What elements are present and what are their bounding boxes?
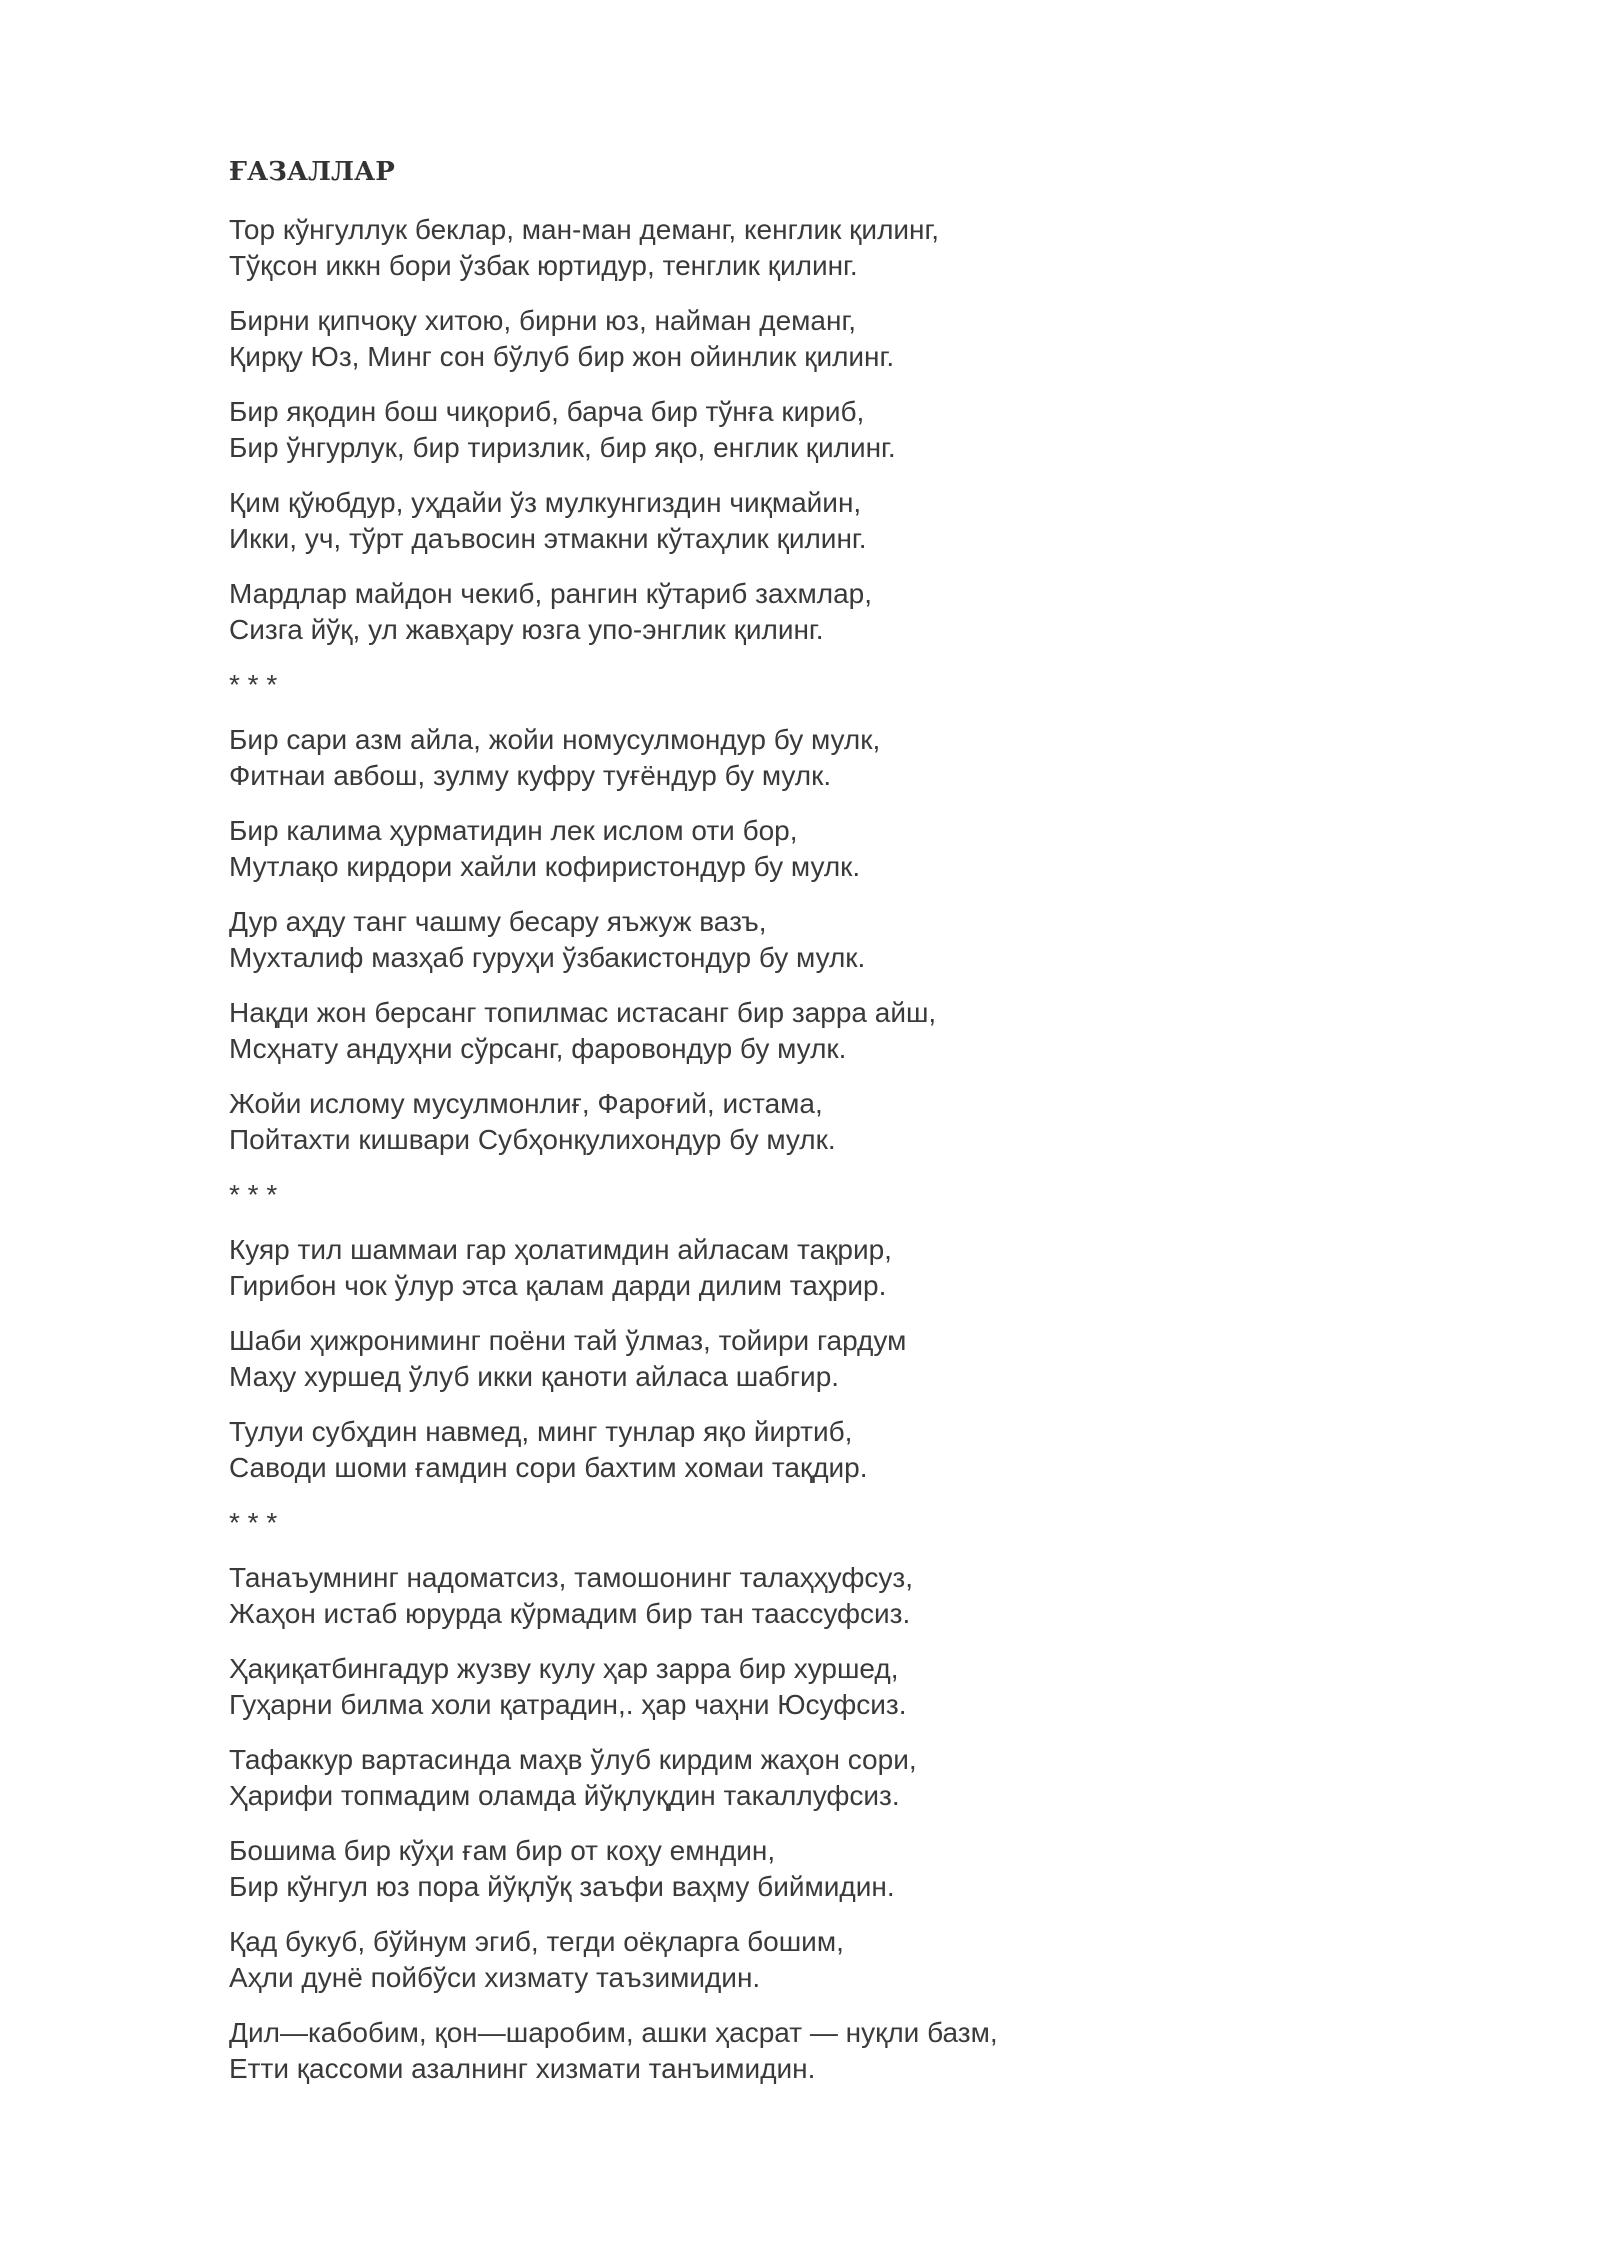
verse-line: Танаъумнинг надоматсиз, тамошонинг талаҳҳуфсуз,: [229, 1562, 913, 1593]
verse-line: Мсҳнату андуҳни сўрсанг, фаровондур бу мулк.: [229, 1033, 847, 1064]
stanza: [229, 1414, 1429, 1486]
stanza: [229, 1742, 1429, 1814]
stanza: [229, 2015, 1429, 2087]
verse-line: Фитнаи авбош, зулму куфру туғёндур бу мулк.: [229, 760, 832, 791]
verse-line: Бир ўнгурлук, бир тиризлик, бир яқо, енглик қилинг.: [229, 432, 896, 463]
verse-line: Шаби ҳижрониминг поёни тай ўлмаз, тойири гардум: [229, 1325, 907, 1356]
stanza: [229, 576, 1429, 648]
verse-line: Аҳли дунё пойбўси хизмату таъзимидин.: [229, 1962, 761, 1993]
verse-line: Мутлақо кирдори хайли кофиристондур бу мулк.: [229, 851, 861, 882]
verse-line: Пойтахти кишвари Субҳонқулихондур бу мулк.: [229, 1124, 836, 1155]
verse-line: Маҳу хуршед ўлуб икки қаноти айласа шабгир.: [229, 1361, 840, 1392]
stanza: [229, 485, 1429, 557]
verse-line: Бир яқодин бош чиқориб, барча бир тўнға кириб,: [229, 396, 865, 427]
document-page: [229, 154, 1429, 2106]
stanza: [229, 722, 1429, 794]
verse-line: Қирқу Юз, Минг сон бўлуб бир жон ойинлик қилинг.: [229, 341, 895, 372]
stanza: [229, 1323, 1429, 1395]
verse-line: Куяр тил шаммаи гар ҳолатимдин айласам тақрир,: [229, 1234, 892, 1265]
stanza: [229, 904, 1429, 976]
stanza: [229, 303, 1429, 375]
verse-line: Ҳақиқатбингадур жузву кулу ҳар зарра бир хуршед,: [229, 1653, 899, 1684]
verse-line: Тафаккур вартасинда маҳв ўлуб кирдим жаҳон сори,: [229, 1744, 917, 1775]
verse-line: Жаҳон истаб юрурда кўрмадим бир тан таассуфсиз.: [229, 1598, 911, 1629]
verse-line: Мухталиф мазҳаб гуруҳи ўзбакистондур бу мулк.: [229, 942, 866, 973]
stanza: [229, 1924, 1429, 1996]
stanza: [229, 1232, 1429, 1304]
verse-line: Саводи шоми ғамдин сори бахтим хомаи тақдир.: [229, 1452, 868, 1483]
stanza: [229, 394, 1429, 466]
verse-line: Тўқсон иккн бори ўзбак юртидур, тенглик қилинг.: [229, 250, 858, 281]
verse-line: Бирни қипчоқу хитою, бирни юз, найман деманг,: [229, 305, 857, 336]
section-separator: * * *: [229, 669, 278, 700]
verse-line: Бир кўнгул юз пора йўқлўқ заъфи ваҳму биймидин.: [229, 1871, 895, 1902]
verse-line: Гуҳарни билма холи қатрадин,. ҳар чаҳни Юсуфсиз.: [229, 1689, 907, 1720]
verse-line: Қим қўюбдур, уҳдайи ўз мулкунгиздин чиқмайин,: [229, 487, 862, 518]
stanza: [229, 813, 1429, 885]
verse-line: Дил—кабобим, қон—шаробим, ашки ҳасрат — нуқли базм,: [229, 2017, 998, 2048]
verse-line: Дур аҳду танг чашму бесару яъжуж вазъ,: [229, 906, 767, 937]
verse-line: Етти қассоми азалнинг хизмати танъимидин.: [229, 2053, 816, 2084]
stanza: [229, 1833, 1429, 1905]
verse-line: Гирибон чок ўлур этса қалам дарди дилим таҳрир.: [229, 1270, 887, 1301]
verse-line: Мардлар майдон чекиб, рангин кўтариб захмлар,: [229, 578, 872, 609]
document-title: ҒАЗАЛЛАР: [229, 157, 395, 187]
stanza: [229, 1560, 1429, 1632]
verse-line: Тулуи субҳдин навмед, минг тунлар яқо йиртиб,: [229, 1416, 853, 1447]
verse-line: Жойи ислому мусулмонлиғ, Фароғий, истама,: [229, 1088, 823, 1119]
section-separator: * * *: [229, 1507, 278, 1538]
verse-line: Бир калима ҳурматидин лек ислом оти бор,: [229, 815, 798, 846]
verse-line: Ҳарифи топмадим оламда йўқлуқдин такаллуфсиз.: [229, 1780, 900, 1811]
verse-line: Бошима бир кўҳи ғам бир от коҳу емндин,: [229, 1835, 776, 1866]
verse-line: Нақди жон берсанг топилмас истасанг бир зарра айш,: [229, 997, 937, 1028]
stanza: [229, 212, 1429, 284]
verse-line: Қад букуб, бўйнум эгиб, тегди оёқларга бошим,: [229, 1926, 844, 1957]
section-separator: * * *: [229, 1179, 278, 1210]
verse-line: Икки, уч, тўрт даъвосин этмакни кўтаҳлик қилинг.: [229, 523, 867, 554]
verse-line: Бир сари азм айла, жойи номусулмондур бу мулк,: [229, 724, 881, 755]
verse-line: Сизга йўқ, ул жавҳару юзга упо-энглик қилинг.: [229, 614, 824, 645]
stanza: [229, 1651, 1429, 1723]
stanza: [229, 995, 1429, 1067]
verse-line: Тор кўнгуллук беклар, ман-ман деманг, кенглик қилинг,: [229, 214, 940, 245]
stanza: [229, 1086, 1429, 1158]
